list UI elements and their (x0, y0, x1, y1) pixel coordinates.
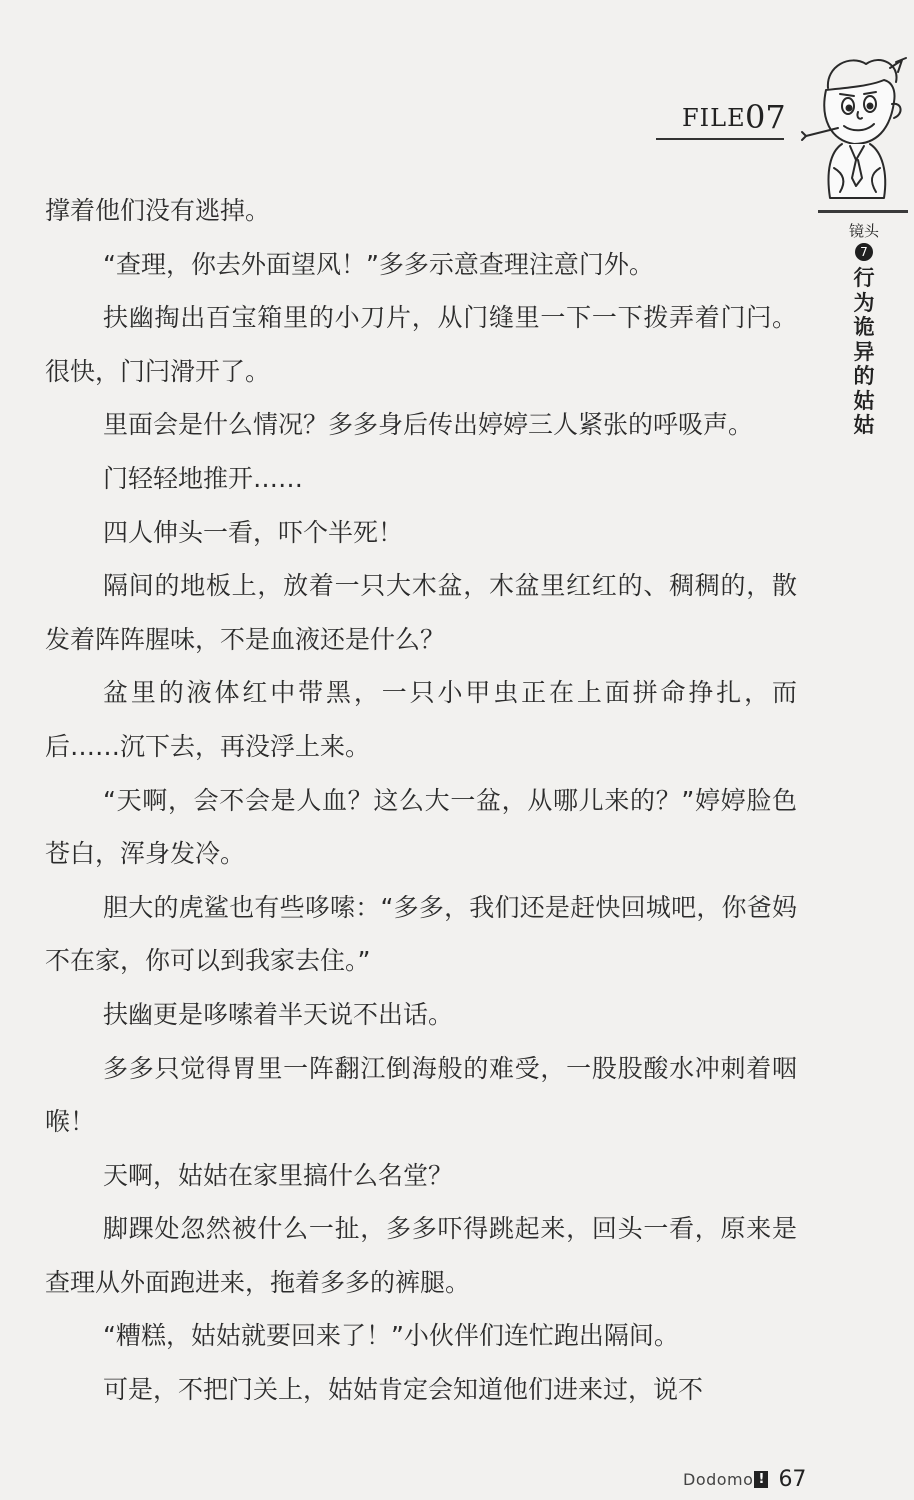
paragraph: 里面会是什么情况？多多身后传出婷婷三人紧张的呼吸声。 (103, 410, 754, 440)
chapter-side-tab (840, 210, 888, 437)
paragraph: 扶幽更是哆嗦着半天说不出话。 (103, 999, 454, 1029)
side-subtitle: 镜头 (848, 222, 879, 240)
paragraph: 撑着他们没有逃掉。 (45, 196, 271, 225)
page-number: 67 (778, 1466, 807, 1492)
page-footer (683, 1464, 806, 1494)
paragraph: 扶幽掏出百宝箱里的小刀片，从门缝里一下一下拨弄着门闩。很快，门闩滑开了。 (45, 303, 797, 386)
paragraph: “糟糕，姑姑就要回来了！”小伙伴们连忙跑出隔间。 (103, 1321, 679, 1351)
boy-mascot-illustration (800, 48, 908, 218)
paragraph: 天啊，姑姑在家里搞什么名堂？ (103, 1160, 454, 1190)
file-header (656, 98, 786, 140)
brand-name: Dodomo (683, 1469, 754, 1489)
paragraph: 多多只觉得胃里一阵翻江倒海般的难受，一股股酸水冲刺着咽喉！ (45, 1053, 797, 1137)
paragraph: “天啊，会不会是人血？这么大一盆，从哪儿来的？”婷婷脸色苍白，浑身发冷。 (45, 785, 797, 869)
side-rule (818, 210, 908, 213)
paragraph: 可是，不把门关上，姑姑肯定会知道他们进来过，说不 (103, 1375, 704, 1405)
paragraph: 隔间的地板上，放着一只大木盆，木盆里红红的、稠稠的，散发着阵阵腥味，不是血液还是什么？ (45, 571, 797, 654)
file-label: FILE (682, 104, 746, 132)
paragraph: 胆大的虎鲨也有些哆嗦：“多多，我们还是赶快回城吧，你爸妈不在家，你可以到我家去住。” (45, 892, 797, 976)
paragraph: 四人伸头一看，吓个半死！ (103, 517, 404, 547)
paragraph: 脚踝处忽然被什么一扯，多多吓得跳起来，回头一看，原来是查理从外面跑进来，拖着多多的裤腿。 (45, 1214, 797, 1297)
body-text (45, 184, 797, 1417)
chapter-title-vertical: 行为诡异的姑姑 (853, 265, 875, 437)
file-number: 07 (745, 98, 786, 136)
paragraph: “查理，你去外面望风！”多多示意查理注意门外。 (103, 249, 654, 279)
exclamation-icon: ! (754, 1471, 768, 1488)
chapter-number-badge: 7 (855, 243, 873, 261)
paragraph: 盆里的液体红中带黑，一只小甲虫正在上面拼命挣扎，而后……沉下去，再没浮上来。 (45, 678, 797, 761)
paragraph: 门轻轻地推开…… (103, 463, 304, 493)
